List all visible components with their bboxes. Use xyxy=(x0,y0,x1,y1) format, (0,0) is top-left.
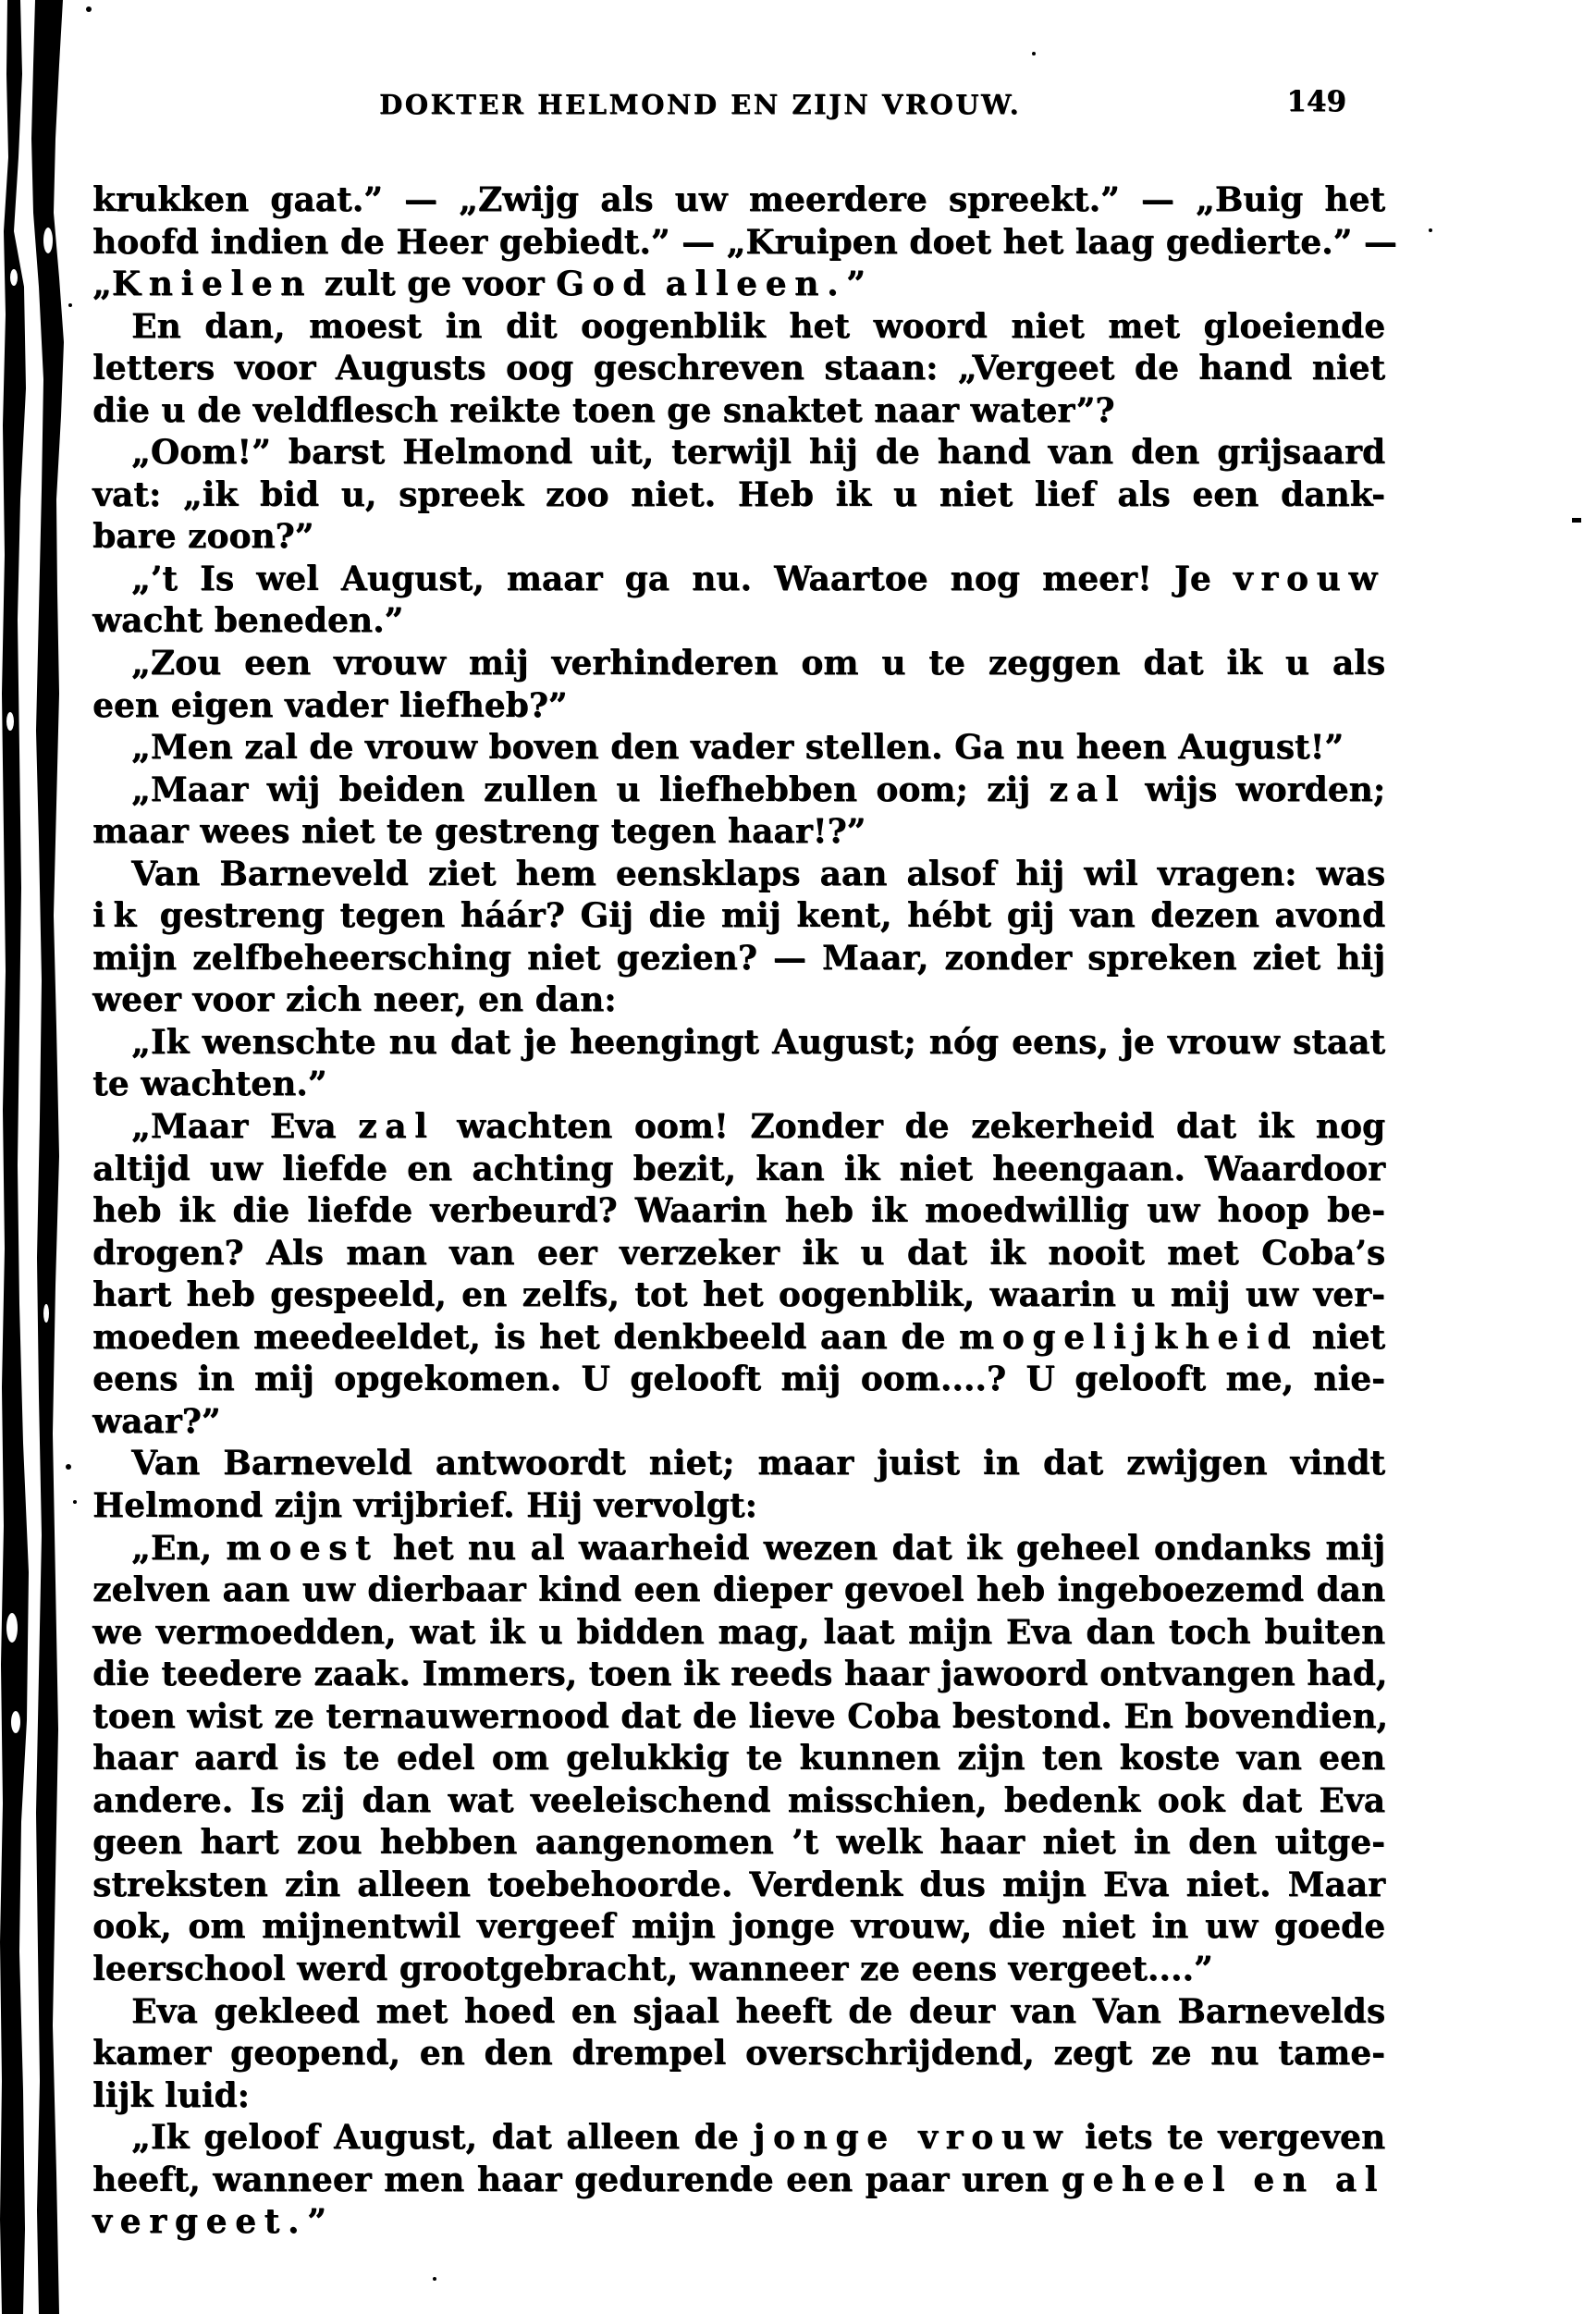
text-segment: „Zou een vrouw mij verhinderen om u te zeggen dat ik u als xyxy=(131,644,1385,683)
text-segment: bare zoon?” xyxy=(92,517,314,557)
text-segment: drogen? Als man van eer verzeker ik u dat ik nooit met Coba’s xyxy=(92,1233,1385,1273)
text-segment: „’t Is wel August, maar ga nu. Waartoe nog meer! Je xyxy=(131,559,1234,598)
emphasized-text: God xyxy=(556,265,654,304)
emphasized-text: mogelijkheid xyxy=(958,1317,1299,1357)
text-segment: weer voor zich neer, en dan: xyxy=(92,980,617,1020)
text-segment: „Men zal de vrouw boven den vader stellen. Ga nu heen August!” xyxy=(131,728,1344,768)
text-line xyxy=(92,1949,1385,1991)
text-segment: wachten oom! Zonder de zekerheid dat ik nog xyxy=(435,1107,1386,1147)
text-segment xyxy=(654,265,666,303)
text-line xyxy=(92,1485,1385,1528)
text-line xyxy=(92,979,1385,1022)
text-segment: Eva gekleed met hoed en sjaal heeft de deur van Van Barnevelds xyxy=(131,1991,1385,2031)
text-line xyxy=(92,1991,1385,2034)
text-segment: „Oom!” barst Helmond uit, terwijl hij de hand van den grijsaard xyxy=(131,433,1385,473)
running-title: DOKTER HELMOND EN ZIJN VROUW. xyxy=(379,89,1022,120)
text-segment: het nu al waarheid wezen dat ik geheel ondanks mij xyxy=(378,1528,1386,1568)
emphasized-text: zal xyxy=(358,1107,436,1147)
text-line xyxy=(92,1696,1388,1739)
text-segment: streksten zin alleen toebehoorde. Verdenk dus mijn Eva niet. Maar xyxy=(92,1865,1385,1904)
text-segment: Helmond zijn vrijbrief. Hij vervolgt: xyxy=(92,1485,757,1525)
text-segment: we vermoedden, wat ik u bidden mag, laat mijn Eva dan toch buiten xyxy=(92,1612,1385,1652)
text-line xyxy=(92,1190,1385,1233)
text-segment: heb ik die liefde verbeurd? Waarin heb ik moedwillig uw hoop be- xyxy=(92,1191,1385,1231)
emphasized-text: geheel en al xyxy=(1061,2160,1385,2199)
page-header xyxy=(92,85,1385,124)
text-segment: ” xyxy=(307,2202,326,2242)
text-segment: vat: „ik bid u, spreek zoo niet. Heb ik u niet lief als een dank- xyxy=(92,474,1385,514)
text-segment: altijd uw liefde en achting bezit, kan ik niet heengaan. Waardoor xyxy=(92,1149,1385,1188)
text-line xyxy=(92,559,1385,601)
text-line xyxy=(92,2075,1385,2118)
binding-streak-inner xyxy=(31,0,64,2314)
text-segment: „ xyxy=(92,265,112,304)
text-line xyxy=(92,1865,1385,1907)
text-line xyxy=(92,1780,1385,1823)
text-segment: gestreng tegen háár? Gij die mij kent, hébt gij van dezen avond xyxy=(143,896,1385,936)
emphasized-text: Knielen xyxy=(111,265,313,304)
text-line xyxy=(92,1569,1385,1612)
text-line xyxy=(92,1317,1385,1360)
text-line xyxy=(92,1401,1385,1444)
body-text xyxy=(92,179,1397,2244)
text-segment: waar?” xyxy=(92,1401,221,1441)
text-segment: „Maar Eva xyxy=(131,1107,359,1147)
text-line xyxy=(92,1654,1388,1696)
text-segment: andere. Is zij dan wat veeleischend misschien, bedenk ook dat Eva xyxy=(92,1780,1385,1820)
text-line xyxy=(92,1738,1385,1780)
text-line xyxy=(92,474,1385,517)
text-segment: te wachten.” xyxy=(92,1065,327,1104)
text-line xyxy=(92,643,1385,685)
text-segment: „Maar wij beiden zullen u liefhebben oom; zij xyxy=(131,769,1050,809)
text-segment: „Ik geloof August, dat alleen de xyxy=(131,2118,754,2158)
text-segment: „En, xyxy=(131,1528,227,1568)
emphasized-text: moest xyxy=(226,1528,379,1568)
text-segment: krukken gaat.” — „Zwijg als uw meerdere spreekt.” — „Buig het xyxy=(92,180,1385,219)
text-segment: die teedere zaak. Immers, toen ik reeds haar jawoord ontvangen had, xyxy=(92,1655,1388,1694)
emphasized-text: vrouw xyxy=(1233,559,1385,598)
text-segment: geen hart zou hebben aangenomen ’t welk haar niet in den uitge- xyxy=(92,1823,1385,1863)
text-line xyxy=(92,348,1385,390)
text-segment: ” xyxy=(846,265,866,304)
text-line xyxy=(92,2033,1385,2075)
text-line xyxy=(92,895,1385,938)
text-line xyxy=(92,1274,1385,1317)
text-segment: moeden meedeeldet, is het denkbeeld aan de xyxy=(92,1317,959,1357)
text-line xyxy=(92,1822,1385,1865)
text-segment: maar wees niet te gestreng tegen haar!?” xyxy=(92,812,866,852)
text-segment: Van Barneveld ziet hem eensklaps aan alsof hij wil vragen: was xyxy=(131,854,1385,893)
text-segment: kamer geopend, en den drempel overschrijdend, zegt ze nu tame- xyxy=(92,2034,1385,2074)
text-line xyxy=(92,1443,1385,1485)
text-line xyxy=(92,264,1385,306)
text-segment: lijk luid: xyxy=(92,2075,250,2115)
text-line xyxy=(92,854,1385,896)
text-column xyxy=(92,0,1397,2244)
text-line xyxy=(92,306,1385,349)
text-segment: die u de veldflesch reikte toen ge snaktet naar water”? xyxy=(92,390,1115,430)
text-segment: toen wist ze ternauwernood dat de lieve Coba bestond. En bovendien, xyxy=(92,1696,1388,1736)
text-line xyxy=(92,1233,1385,1275)
text-line xyxy=(92,600,1385,643)
text-line xyxy=(92,432,1385,474)
text-segment: mijn zelfbeheersching niet gezien? — Maar, zonder spreken ziet hij xyxy=(92,938,1385,978)
text-segment: hoofd indien de Heer gebiedt.” — „Kruipen doet het laag gedierte.” — xyxy=(92,222,1397,262)
text-line xyxy=(92,1064,1385,1106)
emphasized-text: ik xyxy=(92,896,144,936)
text-line xyxy=(92,179,1385,222)
text-line xyxy=(92,727,1385,769)
emphasized-text: jonge vrouw xyxy=(753,2118,1071,2158)
text-segment: letters voor Augusts oog geschreven staan: „Vergeet de hand niet xyxy=(92,349,1385,388)
text-line xyxy=(92,1906,1385,1949)
text-segment: iets te vergeven xyxy=(1070,2118,1385,2158)
page-number: 149 xyxy=(1286,85,1346,118)
text-line xyxy=(92,390,1385,433)
text-line xyxy=(92,1528,1385,1570)
text-line xyxy=(92,2160,1385,2202)
text-segment: Van Barneveld antwoordt niet; maar juist in dat zwijgen vindt xyxy=(131,1444,1385,1483)
emphasized-text: zal xyxy=(1049,769,1126,809)
emphasized-text: vergeet. xyxy=(92,2202,308,2242)
text-segment: zult ge voor xyxy=(313,265,557,304)
text-segment: zelven aan uw dierbaar kind een dieper gevoel heb ingeboezemd dan xyxy=(92,1570,1385,1610)
text-line xyxy=(92,1106,1385,1149)
text-segment: heeft, wanneer men haar gedurende een paar uren xyxy=(92,2160,1062,2199)
text-line xyxy=(92,1359,1385,1401)
text-line xyxy=(92,811,1385,854)
binding-streak-outer xyxy=(0,0,29,2314)
text-segment: haar aard is te edel om gelukkig te kunnen zijn ten koste van een xyxy=(92,1739,1385,1779)
text-segment: leerschool werd grootgebracht, wanneer ze eens vergeet....” xyxy=(92,1949,1213,1988)
text-segment: hart heb gespeeld, en zelfs, tot het oogenblik, waarin u mij uw ver- xyxy=(92,1275,1385,1315)
text-line xyxy=(92,938,1385,980)
text-line xyxy=(92,2201,1385,2244)
emphasized-text: alleen. xyxy=(665,265,847,304)
text-segment: En dan, moest in dit oogenblik het woord niet met gloeiende xyxy=(131,306,1385,346)
text-line xyxy=(92,516,1385,559)
text-line xyxy=(92,1022,1385,1065)
text-line xyxy=(92,769,1385,812)
text-segment: „Ik wenschte nu dat je heengingt August; nóg eens, je vrouw staat xyxy=(131,1022,1385,1062)
text-segment: een eigen vader liefheb?” xyxy=(92,685,568,725)
text-segment: niet xyxy=(1298,1317,1386,1357)
text-line xyxy=(92,2117,1385,2160)
text-line xyxy=(92,1149,1385,1191)
text-segment: wijs worden; xyxy=(1125,769,1385,809)
text-segment: wacht beneden.” xyxy=(92,601,404,641)
text-line xyxy=(92,222,1397,265)
text-line xyxy=(92,685,1385,728)
text-line xyxy=(92,1612,1385,1655)
text-segment: ook, om mijnentwil vergeef mijn jonge vrouw, die niet in uw goede xyxy=(92,1907,1385,1947)
text-segment: eens in mij opgekomen. U gelooft mij oom....? U gelooft me, nie- xyxy=(92,1360,1385,1399)
